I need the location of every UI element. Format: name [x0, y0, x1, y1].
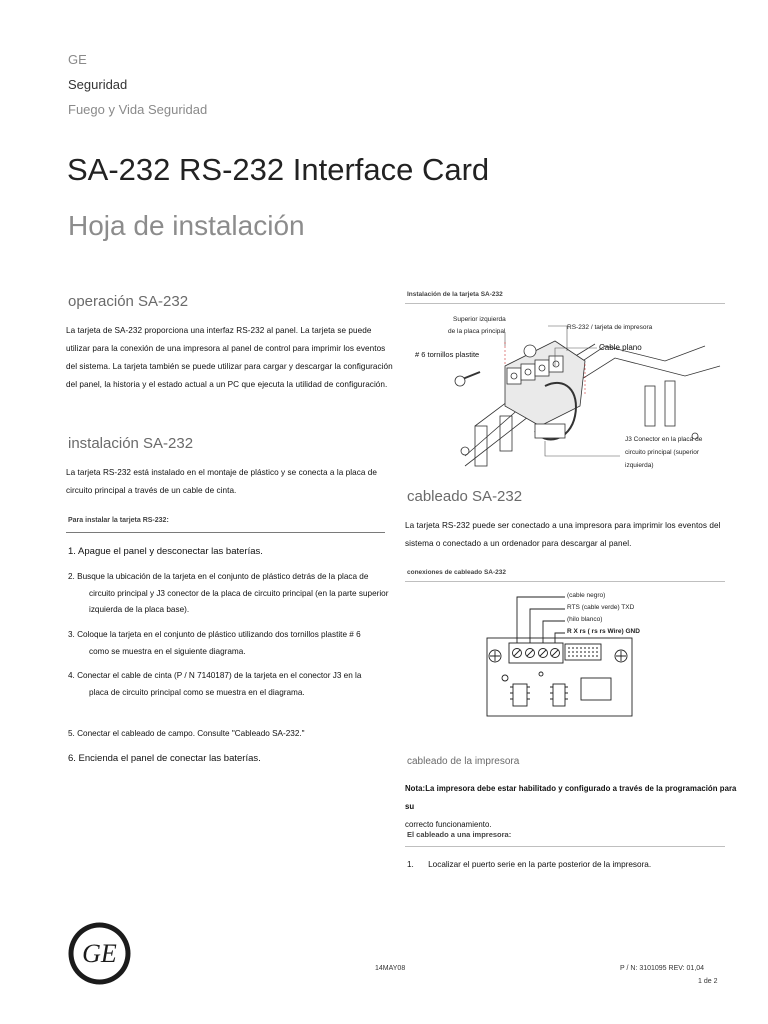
step-number: 1.	[407, 860, 414, 869]
subdivision-name: Fuego y Vida Seguridad	[68, 102, 208, 117]
step-text: circuito principal y J3 conector de la placa de circuito principal (en la parte superior	[89, 588, 389, 598]
text-line: La tarjeta RS-232 está instalado en el montaje de plástico y se conecta a la placa de	[66, 468, 378, 477]
note-label: Nota:	[405, 784, 426, 793]
install-step-2	[68, 569, 398, 619]
logo-text: GE	[82, 939, 117, 968]
divider	[405, 846, 725, 847]
install-step-3	[68, 627, 398, 660]
step-text: Localizar el puerto serie en la parte posterior de la impresora.	[428, 860, 652, 869]
text-line: sistema o conectado a un ordenador para descargar al panel.	[405, 539, 632, 548]
step-text: 1. Apague el panel y desconectar las baterías.	[68, 546, 263, 557]
install-heading: instalación SA-232	[68, 435, 194, 452]
page-subtitle: Hoja de instalación	[68, 210, 305, 241]
wiring-label-rts: RTS (cable verde) TXD	[567, 604, 635, 611]
install-step-4	[68, 668, 398, 701]
divider	[405, 581, 725, 582]
text-line: utilizar para la conexión de una impresora al panel de control para imprimir los eventos	[66, 344, 386, 353]
fig1-label-screws: # 6 tornillos plastite	[415, 350, 480, 359]
install-step-5	[68, 726, 398, 743]
step-text: 3. Coloque la tarjeta en el conjunto de plástico utilizando dos tornillos plastite # 6	[68, 630, 361, 639]
fig1-label-top-left-2: de la placa principal	[448, 328, 506, 335]
division-name: Seguridad	[68, 77, 128, 92]
step-text: izquierda de la placa base).	[89, 605, 190, 614]
ge-logo	[67, 921, 132, 986]
fig1-label-rs232: RS-232 / tarjeta de impresora	[567, 324, 653, 331]
text-line: La tarjeta RS-232 puede ser conectado a una impresora para imprimir los eventos del	[405, 521, 721, 530]
wiring-label-white: (hilo blanco)	[567, 616, 603, 623]
printer-heading: cableado de la impresora	[407, 756, 520, 767]
footer-date: 14MAY08	[375, 965, 406, 972]
note-text: La impresora debe estar habilitado y configurado a través de la programación para su	[405, 784, 737, 811]
text-line: circuito principal a través de un cable de cinta.	[66, 486, 237, 495]
fig1-label-j3-2: circuito principal (superior	[625, 449, 700, 456]
divider	[66, 532, 385, 533]
printer-step-1	[407, 857, 651, 874]
figure2-caption: conexiones de cableado SA-232	[407, 569, 506, 576]
fig1-label-cable: Cable plano	[599, 343, 642, 352]
step-text: 4. Conectar el cable de cinta (P / N 7140187) de la tarjeta en el conector J3 en la	[68, 671, 362, 680]
operation-paragraph	[66, 322, 396, 394]
fig1-label-j3-3: izquierda)	[625, 462, 654, 469]
printer-note	[405, 780, 740, 834]
note-line: correcto funcionamiento.	[405, 820, 492, 829]
company-name: GE	[68, 52, 87, 67]
text-line: del sistema. La tarjeta también se puede utilizar para cargar y descargar la configuración	[66, 362, 393, 371]
step-text: placa de circuito principal como se muestra en el diagrama.	[89, 687, 305, 697]
divider	[405, 303, 725, 304]
text-line: La tarjeta de SA-232 proporciona una interfaz RS-232 al panel. La tarjeta se puede	[66, 326, 372, 335]
install-step-6	[68, 751, 398, 768]
install-paragraph	[66, 464, 396, 500]
fig1-label-top-left: Superior izquierda	[453, 316, 506, 323]
wiring-label-black: (cable negro)	[567, 592, 606, 599]
printer-steps-title: El cableado a una impresora:	[407, 830, 512, 839]
step-text: como se muestra en el siguiente diagrama.	[89, 646, 246, 656]
wiring-label-gnd: R X rs ( rs rs Wire) GND	[567, 628, 640, 635]
operation-heading: operación SA-232	[68, 293, 189, 310]
figure1-caption: Instalación de la tarjeta SA-232	[407, 291, 503, 298]
footer-page-number: 1 de 2	[698, 978, 718, 985]
install-steps-title: Para instalar la tarjeta RS-232:	[68, 517, 169, 524]
footer-part-number: P / N: 3101095 REV: 01,04	[620, 965, 705, 972]
wiring-paragraph	[405, 517, 735, 553]
wiring-heading: cableado SA-232	[407, 488, 523, 505]
step-text: 2. Busque la ubicación de la tarjeta en el conjunto de plástico detrás de la placa de	[68, 572, 369, 581]
step-text: 6. Encienda el panel de conectar las baterías.	[68, 753, 261, 764]
install-step-1	[68, 544, 398, 561]
page-title: SA-232 RS-232 Interface Card	[67, 152, 490, 187]
ge-logo-icon	[67, 921, 132, 986]
step-text: 5. Conectar el cableado de campo. Consulte "Cableado SA-232."	[68, 729, 305, 738]
fig1-label-j3: J3 Conector en la placa de	[625, 436, 703, 443]
text-line: del panel, la historia y el estado actual a un PC que ejecuta la utilidad de configuración.	[66, 380, 388, 389]
